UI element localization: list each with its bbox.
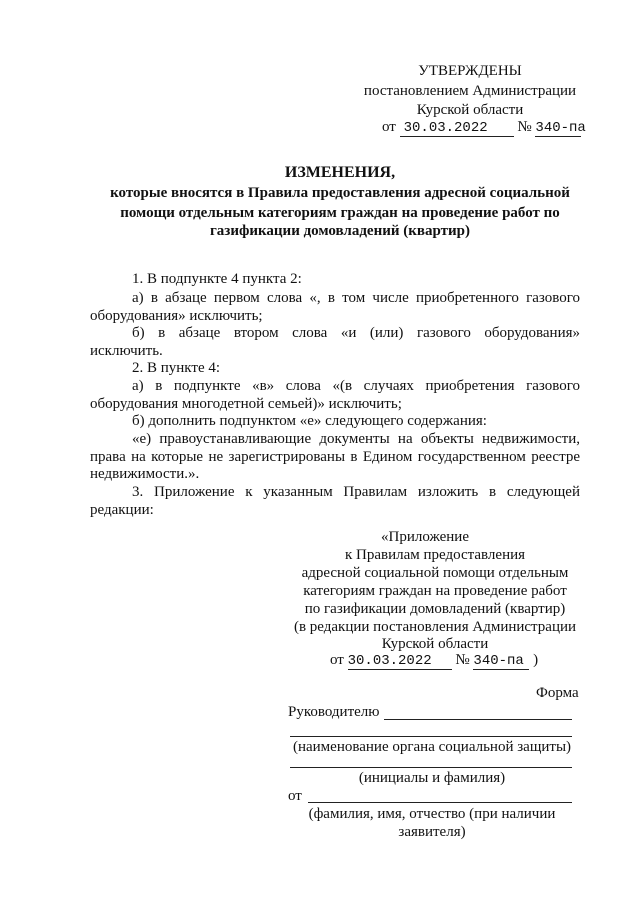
item-2e-line-1: «е) правоустанавливающие документы на объекты недвижимости, — [132, 431, 580, 447]
approval-number-label: № — [517, 119, 532, 135]
initials-line — [290, 767, 572, 768]
approval-line-1: постановлением Администрации — [363, 83, 577, 99]
form-label: Форма — [536, 685, 579, 701]
recipient-line — [384, 719, 572, 720]
item-1a-line-2: оборудования» исключить; — [90, 308, 263, 324]
applicant-caption-line-2: заявителя) — [398, 824, 466, 840]
approval-line-2: Курской области — [416, 102, 524, 118]
approval-from-label: от — [382, 119, 396, 135]
org-name-line — [290, 736, 572, 737]
item-3-line-2: редакции: — [90, 502, 154, 518]
appendix-close-paren: ) — [533, 652, 539, 668]
item-1b-line-2: исключить. — [90, 343, 163, 359]
approval-date-line — [382, 118, 586, 137]
appendix-number: 340-па — [473, 653, 529, 670]
appendix-line-5: (в редакции постановления Администрации — [293, 619, 577, 635]
item-2e-line-3: недвижимости.». — [90, 466, 200, 482]
appendix-title: «Приложение — [380, 529, 469, 545]
item-2b: б) дополнить подпунктом «е» следующего содержания: — [132, 413, 487, 429]
appendix-from-label: от — [330, 652, 344, 668]
appendix-line-6: Курской области — [381, 636, 489, 652]
appendix-date: 30.03.2022 — [348, 653, 452, 670]
approval-date: 30.03.2022 — [400, 120, 514, 137]
heading-line-3: газификации домовладений (квартир) — [209, 223, 471, 239]
item-3-line-1: 3. Приложение к указанным Правилам изложить в следующей — [132, 484, 580, 500]
appendix-date-line — [330, 651, 538, 670]
appendix-number-label: № — [455, 652, 470, 668]
item-2-title: 2. В пункте 4: — [132, 360, 221, 376]
appendix-line-2: адресной социальной помощи отдельным — [301, 565, 569, 581]
applicant-line — [308, 802, 572, 803]
appendix-line-3: категориям граждан на проведение работ — [303, 583, 567, 599]
appendix-line-4: по газификации домовладений (квартир) — [304, 601, 566, 617]
approval-title: УТВЕРЖДЕНЫ — [418, 63, 522, 79]
document-title: ИЗМЕНЕНИЯ, — [284, 164, 396, 181]
applicant-caption-line-1: (фамилия, имя, отчество (при наличии — [308, 806, 556, 822]
appendix-line-1: к Правилам предоставления — [344, 547, 526, 563]
item-2e-line-2: права на которые не зарегистрированы в Едином государственном реестре — [90, 449, 580, 465]
item-2a-line-1: а) в подпункте «в» слова «(в случаях приобретения газового — [132, 378, 580, 394]
initials-caption: (инициалы и фамилия) — [358, 770, 506, 786]
approval-number: 340-па — [535, 120, 586, 136]
heading-line-2: помощи отдельным категориям граждан на проведение работ по — [120, 205, 560, 221]
item-1-title: 1. В подпункте 4 пункта 2: — [132, 271, 302, 287]
item-1b-line-1: б) в абзаце втором слова «и (или) газового оборудования» — [132, 325, 580, 341]
item-2a-line-2: оборудования многодетной семьей)» исключить; — [90, 396, 402, 412]
item-1a-line-1: а) в абзаце первом слова «, в том числе приобретенного газового — [132, 290, 580, 306]
org-caption: (наименование органа социальной защиты) — [292, 739, 572, 755]
from-label: от — [288, 788, 302, 804]
to-label: Руководителю — [288, 704, 380, 720]
heading-line-1: которые вносятся в Правила предоставления адресной социальной — [110, 185, 570, 201]
